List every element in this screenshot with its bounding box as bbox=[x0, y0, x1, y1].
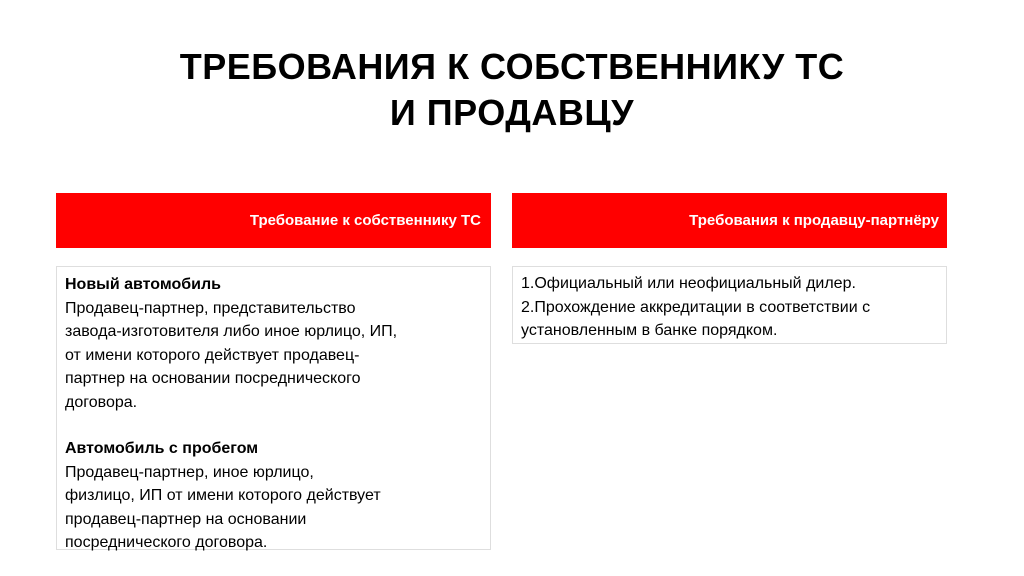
slide-title bbox=[0, 44, 1024, 136]
new-car-heading: Новый автомобиль bbox=[65, 276, 221, 293]
seller-requirements-box bbox=[512, 266, 947, 344]
seller-requirement-item: 1.Официальный или неофициальный дилер. bbox=[521, 275, 856, 292]
owner-requirements-header bbox=[56, 193, 491, 248]
used-car-heading: Автомобиль с пробегом bbox=[65, 440, 259, 457]
new-car-line: Продавец-партнер, представительство bbox=[65, 299, 356, 317]
new-car-line: партнер на основании посреднического bbox=[65, 370, 361, 387]
new-car-line: завода-изготовителя либо иное юрлицо, ИП, bbox=[65, 323, 398, 340]
slide-title-line-1: ТРЕБОВАНИЯ К СОБСТВЕННИКУ ТС bbox=[179, 46, 845, 87]
slide-title-line-2: И ПРОДАВЦУ bbox=[389, 92, 635, 133]
seller-requirements-header bbox=[512, 193, 947, 248]
new-car-line: от имени которого действует продавец- bbox=[65, 346, 360, 364]
seller-requirements-header-label: Требования к продавцу-партнёру bbox=[689, 212, 939, 229]
used-car-line: продавец-партнер на основании bbox=[65, 510, 307, 528]
seller-requirement-item: 2.Прохождение аккредитации в соответствии с bbox=[521, 298, 871, 316]
new-car-line: договора. bbox=[65, 393, 138, 411]
seller-requirement-item: установленным в банке порядком. bbox=[521, 322, 778, 339]
used-car-line: Продавец-партнер, иное юрлицо, bbox=[65, 463, 314, 481]
used-car-line: посреднического договора. bbox=[65, 534, 268, 551]
used-car-line: физлицо, ИП от имени которого действует bbox=[65, 487, 381, 504]
section-spacer bbox=[65, 414, 482, 437]
owner-requirements-header-label: Требование к собственнику ТС bbox=[249, 212, 481, 229]
owner-requirements-box bbox=[56, 266, 491, 550]
